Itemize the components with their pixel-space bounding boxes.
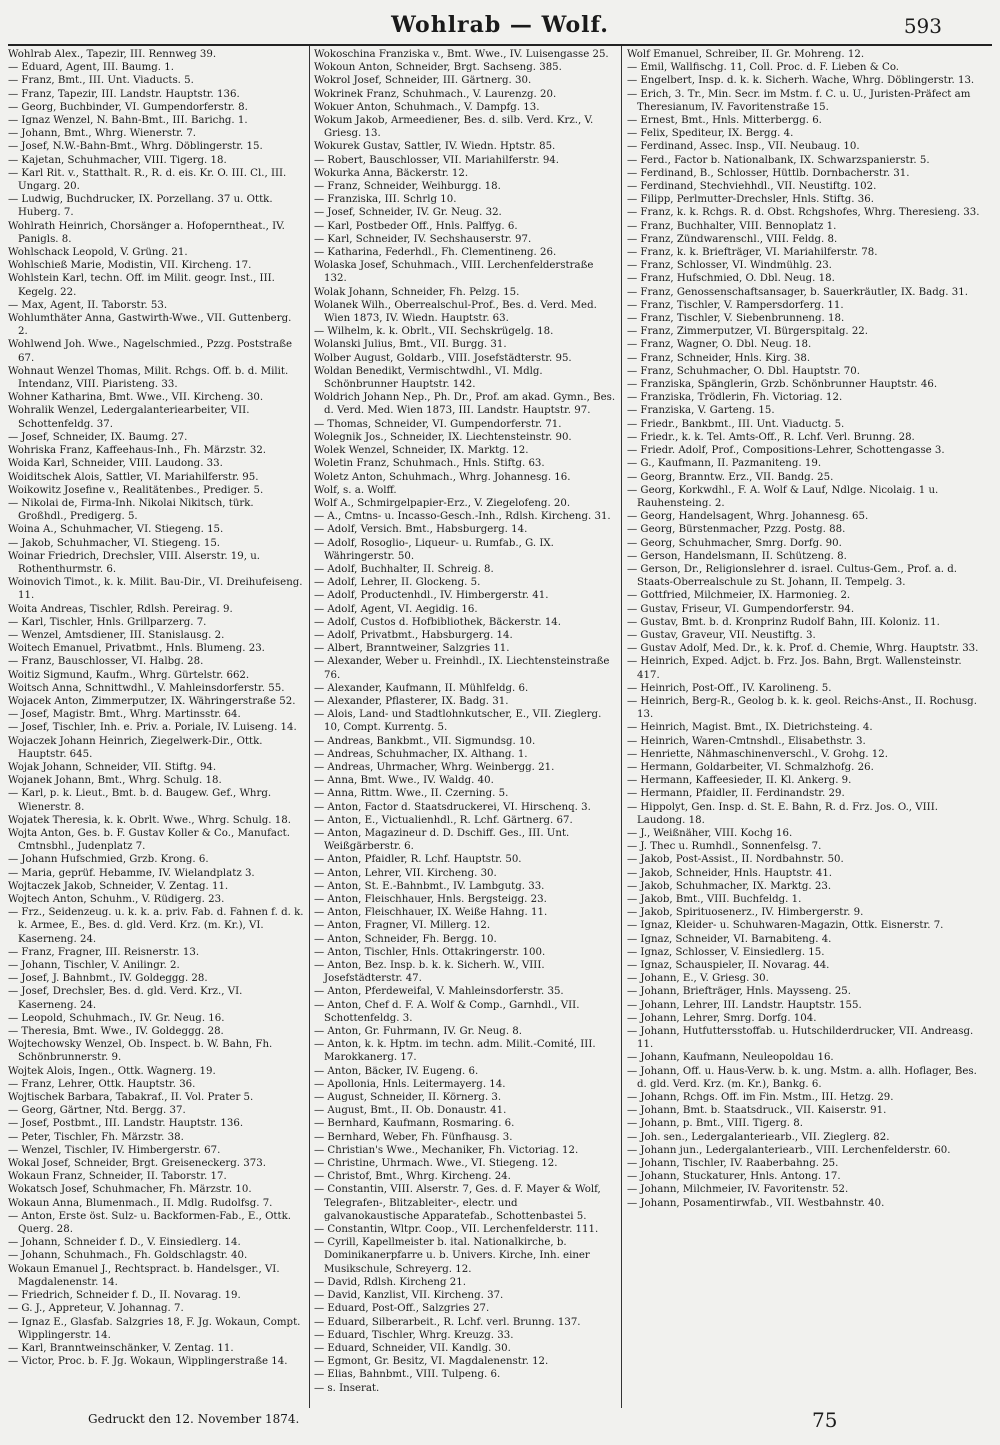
- directory-entry: Wohlstein Karl, techn. Off. im Milit. geogr. Inst., III. Kegelg. 22.: [8, 273, 275, 298]
- directory-entry: — Anton, Tischler, Hnls. Ottakringerstr. 100.: [314, 946, 546, 958]
- directory-entry: — Heinrich, Waren-Cmtnshdl., Elisabethstr. 3.: [627, 735, 866, 747]
- directory-entry: — Josef, J. Bahnbmt., IV. Goldeggg. 28.: [8, 973, 208, 985]
- directory-entry: — Alexander, Weber u. Freinhdl., IX. Liechtensteinstraße 76.: [314, 656, 610, 681]
- directory-entry: — Anna, Bmt. Wwe., IV. Waldg. 40.: [314, 775, 494, 787]
- directory-entry: — Jakob, Spirituosenerz., IV. Himbergerstr. 9.: [627, 907, 864, 919]
- directory-entry: — Jakob, Bmt., VIII. Buchfeldg. 1.: [627, 894, 802, 905]
- directory-entry: — Gustav, Bmt. b. d. Kronprinz Rudolf Bahn, III. Koloniz. 11.: [627, 616, 940, 628]
- directory-entry: — Egmont, Gr. Besitz, VI. Magdalenenstr. 12.: [314, 1356, 549, 1368]
- directory-entry: — Anton, Schneider, Fh. Bergg. 10.: [314, 933, 497, 945]
- directory-entry: — Anton, Factor d. Staatsdruckerei, VI. Hirschenq. 3.: [314, 801, 591, 813]
- directory-entry: — Anton, Pfaidler, R. Lchf. Hauptstr. 50.: [314, 854, 522, 866]
- directory-entry: — Anton, Pferdeweifal, V. Mahleinsdorferstr. 35.: [314, 986, 564, 998]
- directory-entry: — Maria, geprüf. Hebamme, IV. Wielandplatz 3.: [8, 867, 255, 879]
- directory-entry: Woitiz Sigmund, Kaufm., Whrg. Gürtelstr. 662.: [8, 669, 250, 681]
- directory-entry: — Adolf, Privatbmt., Habsburgerg. 14.: [314, 629, 513, 641]
- directory-entry: Wojtechowsky Wenzel, Ob. Inspect. b. W. Bahn, Fh. Schönbrunnerstr. 9.: [8, 1039, 273, 1064]
- directory-entry: Wojaczek Johann Heinrich, Ziegelwerk-Dir., Ottk. Hauptstr. 645.: [8, 735, 263, 760]
- directory-entry: Wokurka Anna, Bäckerstr. 12.: [314, 167, 469, 179]
- print-note: Gedruckt den 12. November 1874.: [88, 1412, 300, 1426]
- directory-entry: Wolak Johann, Schneider, Fh. Pelzg. 15.: [314, 286, 520, 298]
- directory-entry: — Franz, Schuhmacher, O. Dbl. Hauptstr. 70.: [627, 365, 861, 377]
- directory-entry: — Franz, Hufschmied, O. Dbl. Neug. 18.: [627, 273, 835, 285]
- directory-entry: — Georg, Buchbinder, VI. Gumpendorferstr. 8.: [8, 101, 248, 113]
- directory-entry: — Karl Rit. v., Statthalt. R., R. d. eis. Kr. O. III. Cl., III. Ungarg. 20.: [8, 167, 287, 193]
- directory-entry: Wojak Johann, Schneider, VII. Stiftg. 94.: [8, 761, 217, 773]
- directory-entry: — Anton, k. k. Hptm. im techn. adm. Milit.-Comité, III. Marokkanerg. 17.: [314, 1039, 596, 1064]
- directory-entry: Wohlschack Leopold, V. Grüng. 21.: [8, 247, 188, 259]
- directory-entry: Woldan Benedikt, Vermischtwdhl., VI. Mdlg. Schönbrunner Hauptstr. 142.: [314, 365, 543, 391]
- directory-entry: — Alexander, Kaufmann, II. Mühlfeldg. 6.: [314, 682, 529, 694]
- directory-entry: — Friedrich, Schneider f. D., II. Novarag. 19.: [8, 1290, 241, 1302]
- directory-entry: — Georg, Schuhmacher, Smrg. Dorfg. 90.: [627, 537, 842, 549]
- directory-entry: — Emil, Wallfischg. 11, Coll. Proc. d. F. Lieben & Co.: [627, 62, 900, 74]
- directory-entry: — Gustav, Friseur, VI. Gumpendorferstr. 94.: [627, 603, 855, 615]
- directory-entry: — Eduard, Tischler, Whrg. Kreuzg. 33.: [314, 1329, 514, 1341]
- directory-entry: — David, Rdlsh. Kircheng 21.: [314, 1276, 466, 1288]
- directory-entry: — Anton, Chef d. F. A. Wolf & Comp., Garnhdl., VII. Schottenfeldg. 3.: [314, 999, 580, 1024]
- directory-entry: — Andreas, Uhrmacher, Whrg. Weinbergg. 21.: [314, 761, 555, 773]
- directory-entry: — Jakob, Schuhmacher, IX. Marktg. 23.: [627, 880, 832, 892]
- directory-entry: — Nikolai de, Firma-Inh. Nikolai Nikitsch, türk. Großhdl., Predigerg. 5.: [8, 497, 254, 523]
- directory-entry: — Franziska, III. Schrlg 10.: [314, 194, 457, 206]
- directory-entry: — Johann, p. Bmt., VIII. Tigerg. 8.: [627, 1118, 803, 1130]
- directory-entry: Wohlrab Alex., Tapezir, III. Rennweg 39.: [8, 49, 217, 60]
- directory-entry: — Wenzel, Amtsdiener, III. Stanislausg. 2.: [8, 629, 225, 641]
- directory-entry: Woitech Emanuel, Privatbmt., Hnls. Blumeng. 23.: [8, 643, 265, 655]
- directory-entry: — Karl, Tischler, Hnls. Grillparzerg. 7.: [8, 616, 207, 628]
- directory-entry: — Leopold, Schuhmach., IV. Gr. Neug. 16.: [8, 1012, 225, 1024]
- directory-entry: Woiditschek Alois, Sattler, VI. Mariahilferstr. 95.: [8, 471, 259, 483]
- directory-entry: Wohnaut Wenzel Thomas, Milit. Rchgs. Off. b. d. Milit. Intendanz, VIII. Piaristeng. 33.: [8, 365, 289, 391]
- directory-entry: — Johann, Posamentirwfab., VII. Westbahnstr. 40.: [627, 1197, 885, 1209]
- directory-entry: — Johann, Stuckaturer, Hnls. Antong. 17.: [627, 1171, 841, 1183]
- directory-entry: — Hermann, Goldarbeiter, VI. Schmalzhofg. 26.: [627, 761, 874, 773]
- directory-column-1: [8, 48, 304, 1403]
- directory-entry: — Frz., Seidenzeug. u. k. k. a. priv. Fab. d. Fahnen f. d. k. k. Armee, E., Bes. d. gld. Verd. Krz. (m. Kr.), VI. Kaserneng. 24.: [8, 907, 304, 945]
- directory-entry: — Josef, Magistr. Bmt., Whrg. Martinsstr. 64.: [8, 709, 241, 721]
- directory-entry: Woitsch Anna, Schnittwdhl., V. Mahleinsdorferstr. 55.: [8, 682, 285, 694]
- directory-entry: — Felix, Spediteur, IX. Bergg. 4.: [627, 128, 794, 140]
- directory-entry: — Georg, Gärtner, Ntd. Bergg. 37.: [8, 1105, 186, 1117]
- directory-entry: Wojtech Anton, Schuhm., V. Rüdigerg. 23.: [8, 894, 225, 905]
- directory-entry: Wohlwend Joh. Wwe., Nagelschmied., Pzzg. Poststraße 67.: [8, 339, 293, 364]
- directory-entry: — Anton, Bäcker, IV. Eugeng. 6.: [314, 1065, 479, 1077]
- directory-entry: — Thomas, Schneider, VI. Gumpendorferstr. 71.: [314, 418, 562, 430]
- directory-entry: — Filipp, Perlmutter-Drechsler, Hnls. Stiftg. 36.: [627, 194, 874, 206]
- directory-entry: — August, Bmt., II. Ob. Donaustr. 41.: [314, 1105, 507, 1117]
- directory-entry: — Henriette, Nähmaschinenverschl., V. Grohg. 12.: [627, 748, 889, 760]
- directory-entry: — Wenzel, Tischler, IV. Himbergerstr. 67.: [8, 1144, 221, 1156]
- directory-entry: — Franz, Bauschlosser, VI. Halbg. 28.: [8, 656, 204, 668]
- directory-column-3: [627, 48, 987, 1403]
- directory-entry: Wolaska Josef, Schuhmach., VIII. Lerchenfelderstraße 132.: [314, 260, 594, 285]
- directory-entry: — Ferdinand, Assec. Insp., VII. Neubaug. 10.: [627, 141, 860, 153]
- running-head-title: Wohlrab — Wolf.: [391, 12, 609, 38]
- directory-entry: — Gustav Adolf, Med. Dr., k. k. Prof. d. Chemie, Whrg. Hauptstr. 33.: [627, 643, 979, 655]
- directory-entry: — Franz, Zimmerputzer, VI. Bürgerspitalg. 22.: [627, 326, 869, 338]
- directory-entry: — Adolf, Agent, VI. Aegidig. 16.: [314, 603, 478, 615]
- directory-entry: — Franz, Tischler, V. Rampersdorferg. 11.: [627, 299, 844, 311]
- directory-entry: Wolf Emanuel, Schreiber, II. Gr. Mohreng. 12.: [627, 49, 865, 60]
- directory-entry: — Franz, Schneider, Hnls. Kirg. 38.: [627, 352, 811, 364]
- column-divider-1: [309, 46, 310, 1408]
- directory-entry: — Heinrich, Exped. Adjct. b. Frz. Jos. Bahn, Brgt. Wallensteinstr. 417.: [627, 656, 962, 681]
- directory-entry: Wolber August, Goldarb., VIII. Josefstädterstr. 95.: [314, 352, 572, 364]
- directory-entry: — Heinrich, Berg-R., Geolog b. k. k. geol. Reichs-Anst., II. Rochusg. 13.: [627, 695, 977, 721]
- directory-entry: — Anton, St. E.-Bahnbmt., IV. Lambgutg. 33.: [314, 880, 545, 892]
- directory-entry: Wojatek Theresia, k. k. Obrlt. Wwe., Whrg. Schulg. 18.: [8, 814, 291, 826]
- directory-entry: — Friedr. Adolf, Prof., Compositions-Lehrer, Schottengasse 3.: [627, 445, 945, 457]
- directory-entry: Woida Karl, Schneider, VIII. Laudong. 33.: [8, 458, 223, 470]
- directory-entry: — Josef, Tischler, Inh. e. Priv. a. Poriale, IV. Luiseng. 14.: [8, 722, 297, 734]
- directory-entry: Wokoschina Franziska v., Bmt. Wwe., IV. Luisengasse 25.: [314, 49, 609, 60]
- directory-entry: — Hippolyt, Gen. Insp. d. St. E. Bahn, R. d. Frz. Jos. O., VIII. Laudong. 18.: [627, 801, 938, 826]
- directory-entry: — Josef, N.W.-Bahn-Bmt., Whrg. Döblingerstr. 15.: [8, 141, 263, 153]
- directory-entry: — Franz, Schneider, Weihburgg. 18.: [314, 181, 501, 193]
- directory-entry: Woldrich Johann Nep., Ph. Dr., Prof. am akad. Gymn., Bes. d. Verd. Med. Wien 1873, III. Landstr. Hauptstr. 97.: [314, 392, 616, 417]
- directory-entry: — Georg, Bürstenmacher, Pzzg. Postg. 88.: [627, 524, 846, 536]
- directory-entry: — Hermann, Pfaidler, II. Ferdinandstr. 29.: [627, 788, 845, 800]
- directory-entry: Wohlrath Heinrich, Chorsänger a. Hofoperntheat., IV. Panigls. 8.: [8, 220, 285, 245]
- directory-entry: — Johann, Briefträger, Hnls. Maysseng. 25.: [627, 986, 852, 998]
- directory-entry: Wokaun Anna, Blumenmach., II. Mdlg. Rudolfsg. 7.: [8, 1197, 273, 1209]
- directory-entry: — Adolf, Versich. Bmt., Habsburgerg. 14.: [314, 524, 528, 536]
- directory-entry: — Franziska, V. Garteng. 15.: [627, 405, 775, 417]
- directory-entry: Woikowitz Josefine v., Realitätenbes., Prediger. 5.: [8, 484, 264, 496]
- directory-entry: — G. J., Appreteur, V. Johannag. 7.: [8, 1303, 184, 1315]
- directory-entry: — Anton, E., Victualienhdl., R. Lchf. Gärtnerg. 67.: [314, 814, 573, 826]
- directory-entry: — Ignaz Wenzel, N. Bahn-Bmt., III. Barichg. 1.: [8, 115, 248, 127]
- directory-entry: — Franz, Buchhalter, VIII. Bennoplatz 1.: [627, 220, 837, 232]
- directory-entry: — Johann, Lehrer, III. Landstr. Hauptstr. 155.: [627, 999, 862, 1011]
- directory-entry: — Franz, Tischler, V. Siebenbrunneng. 18.: [627, 313, 845, 325]
- directory-entry: — Johann, Bmt. b. Staatsdruck., VII. Kaiserstr. 91.: [627, 1105, 887, 1117]
- directory-column-2: [314, 48, 616, 1403]
- directory-entry: Wohlumthäter Anna, Gastwirth-Wwe., VII. Guttenberg. 2.: [8, 313, 292, 338]
- directory-entry: — Franz, k. k. Rchgs. R. d. Obst. Rchgshofes, Whrg. Theresieng. 33.: [627, 207, 980, 219]
- directory-entry: Woita Andreas, Tischler, Rdlsh. Pereirag. 9.: [8, 603, 233, 615]
- directory-entry: — Franz, Bmt., III. Unt. Viaducts. 5.: [8, 75, 194, 87]
- directory-entry: — Constantin, VIII. Alserstr. 7, Ges. d. F. Mayer & Wolf, Telegrafen-, Blitzableiter-, electr. und galvanokaustische Apparatefab., Schottenbastei 5.: [314, 1184, 601, 1222]
- directory-entry: — Cyrill, Kapellmeister b. ital. Nationalkirche, b. Dominikanerpfarre u. b. Univers. Kirche, Inh. einer Musikschule, Schreyerg. 12.: [314, 1237, 590, 1275]
- directory-entry: Wokal Josef, Schneider, Brgt. Greiseneckerg. 373.: [8, 1158, 266, 1170]
- directory-entry: — Eduard, Silberarbeit., R. Lchf. verl. Brunng. 137.: [314, 1316, 581, 1328]
- directory-entry: — Anton, Lehrer, VII. Kircheng. 30.: [314, 867, 497, 879]
- directory-entry: — Franziska, Spänglerin, Grzb. Schönbrunner Hauptstr. 46.: [627, 379, 938, 391]
- directory-entry: — Ignaz, Kleider- u. Schuhwaren-Magazin, Ottk. Eisnerstr. 7.: [627, 920, 944, 932]
- directory-entry: — Eduard, Post-Off., Salzgries 27.: [314, 1303, 490, 1315]
- directory-entry: — August, Schneider, II. Körnerg. 3.: [314, 1092, 502, 1104]
- directory-entry: — Friedr., k. k. Tel. Amts-Off., R. Lchf. Verl. Brunng. 28.: [627, 431, 915, 443]
- directory-entry: Wokrinek Franz, Schuhmach., V. Laurenzg. 20.: [314, 88, 557, 100]
- directory-entry: — Elias, Bahnbmt., VIII. Tulpeng. 6.: [314, 1369, 501, 1381]
- directory-entry: — Anton, Magazineur d. D. Dschiff. Ges., III. Unt. Weißgärberstr. 6.: [314, 827, 570, 853]
- directory-entry: — J., Weißnäher, VIII. Kochg 16.: [627, 827, 793, 839]
- directory-entry: — Franziska, Trödlerin, Fh. Victoriag. 12.: [627, 392, 843, 404]
- directory-entry: — Georg, Branntw. Erz., VII. Bandg. 25.: [627, 471, 834, 483]
- directory-entry: — J. Thec u. Rumhdl., Sonnenfelsg. 7.: [627, 841, 822, 853]
- directory-entry: — Johann, Tischler, IV. Raaberbahng. 25.: [627, 1158, 839, 1170]
- directory-entry: — Anton, Gr. Fuhrmann, IV. Gr. Neug. 8.: [314, 1026, 523, 1038]
- directory-entry: — Johann, Schuhmach., Fh. Goldschlagstr. 40.: [8, 1250, 248, 1262]
- directory-entry: — Georg, Korkwdhl., F. A. Wolf & Lauf, Ndlge. Nicolaig. 1 u. Rauhensteing. 2.: [627, 484, 939, 509]
- directory-entry: Woina A., Schuhmacher, VI. Stiegeng. 15.: [8, 524, 224, 536]
- directory-entry: Wojanek Johann, Bmt., Whrg. Schulg. 18.: [8, 775, 222, 787]
- directory-entry: Wohralik Wenzel, Ledergalanteriearbeiter, VII. Schottenfeldg. 37.: [8, 405, 250, 430]
- directory-entry: Wokaun Emanuel J., Rechtspract. b. Handelsger., VI. Magdalenenstr. 14.: [8, 1263, 280, 1288]
- directory-entry: — Max, Agent, II. Taborstr. 53.: [8, 299, 168, 311]
- column-divider-2: [621, 46, 622, 1408]
- directory-entry: — Johann, Schneider f. D., V. Einsiedlerg. 14.: [8, 1237, 241, 1249]
- directory-entry: — Josef, Drechsler, Bes. d. gld. Verd. Krz., VI. Kaserneng. 24.: [8, 986, 243, 1011]
- directory-entry: — Adolf, Productenhdl., IV. Himbergerstr. 41.: [314, 590, 549, 602]
- page-header: [0, 8, 1000, 44]
- directory-entry: — Theresia, Bmt. Wwe., IV. Goldeggg. 28.: [8, 1026, 224, 1038]
- directory-entry: — Johann, Hutfuttersstoffab. u. Hutschilderdrucker, VII. Andreasg. 11.: [627, 1026, 974, 1051]
- directory-entry: — G., Kaufmann, II. Pazmaniteng. 19.: [627, 458, 822, 470]
- directory-entry: — Adolf, Custos d. Hofbibliothek, Bäckerstr. 14.: [314, 616, 562, 628]
- directory-entry: — Jakob, Post-Assist., II. Nordbahnstr. 50.: [627, 854, 844, 866]
- directory-entry: — Heinrich, Post-Off., IV. Karolineng. 5.: [627, 682, 832, 694]
- directory-entry: — Anton, Fleischhauer, Hnls. Bergsteigg. 23.: [314, 894, 547, 905]
- directory-entry: — Ferd., Factor b. Nationalbank, IX. Schwarzspanierstr. 5.: [627, 154, 930, 166]
- directory-entry: Wokurek Gustav, Sattler, IV. Wiedn. Hptstr. 85.: [314, 141, 556, 153]
- directory-entry: — Hermann, Kaffeesieder, II. Kl. Ankerg. 9.: [627, 775, 852, 787]
- directory-entry: — Wilhelm, k. k. Obrlt., VII. Sechskrügelg. 18.: [314, 326, 554, 338]
- directory-entry: — Karl, Postbeder Off., Hnls. Palffyg. 6.: [314, 220, 518, 232]
- directory-entry: — Franz, Genossenschaftsansager, b. Sauerkräutler, IX. Badg. 31.: [627, 286, 968, 298]
- directory-entry: Woletin Franz, Schuhmach., Hnls. Stiftg. 63.: [314, 458, 545, 470]
- directory-entry: — Heinrich, Magist. Bmt., IX. Dietrichsteing. 4.: [627, 722, 873, 734]
- directory-entry: Wolek Wenzel, Schneider, IX. Marktg. 12.: [314, 445, 529, 457]
- directory-entry: Wohner Katharina, Bmt. Wwe., VII. Kircheng. 30.: [8, 392, 264, 404]
- directory-entry: — Franz, Fragner, III. Reisnerstr. 13.: [8, 946, 200, 958]
- directory-entry: — Gottfried, Milchmeier, IX. Harmonieg. 2.: [627, 590, 851, 602]
- directory-entry: — Christof, Bmt., Whrg. Kircheng. 24.: [314, 1171, 511, 1183]
- directory-entry: Wokatsch Josef, Schuhmacher, Fh. Märzstr. 10.: [8, 1184, 252, 1196]
- directory-entry: — Johann, Tischler, V. Anilingr. 2.: [8, 960, 180, 972]
- directory-entry: — Josef, Schneider, IV. Gr. Neug. 32.: [314, 207, 502, 219]
- directory-entry: Wohlschieß Marie, Modistin, VII. Kircheng. 17.: [8, 260, 252, 272]
- sheet-number: 75: [812, 1408, 838, 1432]
- directory-entry: — Gerson, Dr., Religionslehrer d. israel. Cultus-Gem., Prof. a. d. Staats-Oberrealschule zu St. Johann, II. Tempelg. 3.: [627, 563, 957, 589]
- directory-entry: — Ignaz, Schneider, VI. Barnabiteng. 4.: [627, 933, 832, 945]
- directory-entry: — Johann, E., V. Griesg. 30.: [627, 973, 769, 985]
- directory-entry: — Anton, Erste öst. Sulz- u. Backformen-Fab., E., Ottk. Querg. 28.: [8, 1210, 292, 1236]
- directory-entry: — Christian's Wwe., Mechaniker, Fh. Victoriag. 12.: [314, 1144, 579, 1156]
- directory-entry: — Franz, Lehrer, Ottk. Hauptstr. 36.: [8, 1078, 196, 1090]
- directory-entry: — Albert, Branntweiner, Salzgries 11.: [314, 643, 510, 655]
- directory-entry: — Constantin, Wltpr. Coop., VII. Lerchenfelderstr. 111.: [314, 1224, 599, 1236]
- directory-entry: — Peter, Tischler, Fh. Märzstr. 38.: [8, 1131, 184, 1143]
- directory-entry: Wolegnik Jos., Schneider, IX. Liechtensteinstr. 90.: [314, 431, 572, 443]
- directory-entry: — Johann, Kaufmann, Neuleopoldau 16.: [627, 1052, 834, 1064]
- directory-entry: — Kajetan, Schuhmacher, VIII. Tigerg. 18.: [8, 154, 227, 166]
- header-rule: [8, 44, 992, 46]
- directory-entry: — Apollonia, Hnls. Leitermayerg. 14.: [314, 1078, 506, 1090]
- directory-entry: — Ludwig, Buchdrucker, IX. Porzellang. 37 u. Ottk. Huberg. 7.: [8, 194, 273, 219]
- directory-entry: — David, Kanzlist, VII. Kircheng. 37.: [314, 1290, 504, 1302]
- directory-entry: Wokuer Anton, Schuhmach., V. Dampfg. 13.: [314, 101, 540, 113]
- directory-entry: — Josef, Postbmt., III. Landstr. Hauptstr. 136.: [8, 1118, 244, 1130]
- directory-entry: — Gerson, Handelsmann, II. Schützeng. 8.: [627, 550, 847, 562]
- directory-entry: Wolanek Wilh., Oberrealschul-Prof., Bes. d. Verd. Med. Wien 1873, IV. Wiedn. Hauptstr. 63.: [314, 299, 597, 325]
- directory-entry: — Johann, Milchmeier, IV. Favoritenstr. 52.: [627, 1184, 849, 1196]
- directory-entry: Wojtaczek Jakob, Schneider, V. Zentag. 11.: [8, 880, 229, 892]
- directory-entry: — Erich, 3. Tr., Min. Secr. im Mstm. f. C. u. U., Juristen-Präfect am Theresianum, IV. Favoritenstraße 15.: [627, 88, 971, 113]
- directory-entry: — Karl, p. k. Lieut., Bmt. b. d. Baugew. Gef., Whrg. Wienerstr. 8.: [8, 788, 272, 813]
- directory-entry: — Victor, Proc. b. F. Jg. Wokaun, Wipplingerstraße 14.: [8, 1356, 288, 1368]
- directory-entry: — Robert, Bauschlosser, VII. Mariahilferstr. 94.: [314, 154, 560, 166]
- directory-entry: — Johann, Rchgs. Off. im Fin. Mstm., III. Hetzg. 29.: [627, 1092, 894, 1104]
- directory-entry: — Ignaz, Schauspieler, II. Novarag. 44.: [627, 960, 830, 972]
- directory-entry: — Anton, Fragner, VI. Millerg. 12.: [314, 920, 491, 932]
- directory-entry: — Franz, Wagner, O. Dbl. Neug. 18.: [627, 339, 812, 351]
- directory-entry: — Ignaz E., Glasfab. Salzgries 18, F. Jg. Wokaun, Compt. Wipplingerstr. 14.: [8, 1316, 301, 1341]
- directory-entry: Wojacek Anton, Zimmerputzer, IX. Währingerstraße 52.: [8, 695, 296, 707]
- directory-entry: — Ferdinand, B., Schlosser, Hüttlb. Dornbacherstr. 31.: [627, 167, 910, 179]
- directory-entry: — Ignaz, Schlosser, V. Einsiedlerg. 15.: [627, 946, 825, 958]
- directory-entry: — Adolf, Buchhalter, II. Schreig. 8.: [314, 563, 494, 575]
- directory-entry: — Franz, Tapezir, III. Landstr. Hauptstr. 136.: [8, 88, 240, 100]
- directory-entry: Wolf A., Schmirgelpapier-Erz., V. Ziegelofeng. 20.: [314, 497, 571, 509]
- directory-entry: — Adolf, Lehrer, II. Glockeng. 5.: [314, 577, 481, 589]
- directory-entry: — Joh. sen., Ledergalanteriearb., VII. Zieglerg. 82.: [627, 1131, 890, 1143]
- directory-entry: — Johann Hufschmied, Grzb. Krong. 6.: [8, 854, 209, 866]
- directory-entry: — Friedr., Bankbmt., III. Unt. Viaductg. 5.: [627, 418, 845, 430]
- directory-entry: — Eduard, Schneider, VII. Kandlg. 30.: [314, 1342, 511, 1354]
- directory-entry: — Karl, Branntweinschänker, V. Zentag. 11.: [8, 1342, 234, 1354]
- directory-entry: — Katharina, Federhdl., Fh. Clementineng. 26.: [314, 247, 557, 259]
- directory-entry: — Andreas, Bankbmt., VII. Sigmundsg. 10.: [314, 735, 536, 747]
- directory-entry: Wokaun Franz, Schneider, II. Taborstr. 17.: [8, 1171, 227, 1183]
- directory-entry: — Franz, Schlosser, VI. Windmühlg. 23.: [627, 260, 832, 272]
- directory-entry: — A., Cmtns- u. Incasso-Gesch.-Inh., Rdlsh. Kircheng. 31.: [314, 511, 611, 523]
- directory-entry: — Bernhard, Kaufmann, Rosmaring. 6.: [314, 1118, 515, 1130]
- directory-entry: — Alexander, Pflasterer, IX. Badg. 31.: [314, 695, 509, 707]
- directory-entry: — Ernest, Bmt., Hnls. Mitterbergg. 6.: [627, 115, 822, 127]
- directory-entry: Wokrol Josef, Schneider, III. Gärtnerg. 30.: [314, 75, 532, 87]
- directory-entry: — Johann jun., Ledergalanteriearb., VIII. Lerchenfelderstr. 60.: [627, 1144, 951, 1156]
- directory-entry: Woinovich Timot., k. k. Milit. Bau-Dir., VI. Dreihufeiseng. 11.: [8, 577, 303, 602]
- directory-entry: — Andreas, Schuhmacher, IX. Althang. 1.: [314, 748, 528, 760]
- directory-entry: — Johann, Lehrer, Smrg. Dorfg. 104.: [627, 1012, 817, 1024]
- directory-entry: — Anna, Rittm. Wwe., II. Czerning. 5.: [314, 788, 509, 800]
- directory-entry: Wojtischek Barbara, Tabakraf., II. Vol. Prater 5.: [8, 1092, 254, 1104]
- directory-entry: — Alois, Land- und Stadtlohnkutscher, E., VII. Zieglerg. 10, Compt. Kurrentg. 5.: [314, 709, 602, 734]
- directory-entry: Wojta Anton, Ges. b. F. Gustav Koller & Co., Manufact. Cmtnsbhl., Judenplatz 7.: [8, 827, 290, 853]
- directory-entry: — Adolf, Rosoglio-, Liqueur- u. Rumfab., G. IX. Währingerstr. 50.: [314, 537, 554, 562]
- directory-entry: — s. Inserat.: [314, 1382, 380, 1394]
- directory-entry: — Bernhard, Weber, Fh. Fünfhausg. 3.: [314, 1131, 513, 1143]
- page-number: 593: [903, 14, 942, 38]
- directory-entry: — Franz, Zündwarenschl., VIII. Feldg. 8.: [627, 233, 838, 245]
- directory-entry: — Christine, Uhrmach. Wwe., VI. Stiegeng. 12.: [314, 1158, 558, 1170]
- directory-entry: Woletz Anton, Schuhmach., Whrg. Johannesg. 16.: [314, 471, 571, 483]
- directory-entry: — Anton, Bez. Insp. b. k. k. Sicherh. W., VIII. Josefstädterstr. 47.: [314, 960, 545, 985]
- directory-entry: — Jakob, Schuhmacher, VI. Stiegeng. 15.: [8, 537, 221, 549]
- directory-entry: — Ferdinand, Stechviehhdl., VII. Neustiftg. 102.: [627, 181, 877, 193]
- directory-entry: — Karl, Schneider, IV. Sechshauserstr. 97.: [314, 233, 532, 245]
- directory-entry: — Josef, Schneider, IX. Baumg. 27.: [8, 431, 188, 443]
- directory-entry: — Eduard, Agent, III. Baumg. 1.: [8, 62, 174, 74]
- directory-entry: — Engelbert, Insp. d. k. k. Sicherh. Wache, Whrg. Döblingerstr. 13.: [627, 75, 975, 87]
- directory-entry: — Gustav, Graveur, VII. Neustiftg. 3.: [627, 629, 816, 641]
- directory-entry: — Johann, Bmt., Whrg. Wienerstr. 7.: [8, 128, 197, 140]
- directory-entry: — Georg, Handelsagent, Whrg. Johannesg. 65.: [627, 511, 869, 523]
- directory-entry: Wolf, s. a. Wolff.: [314, 484, 397, 496]
- directory-entry: Woinar Friedrich, Drechsler, VIII. Alserstr. 19, u. Rothenthurmstr. 6.: [8, 550, 261, 575]
- directory-entry: — Jakob, Schneider, Hnls. Hauptstr. 41.: [627, 867, 833, 879]
- directory-entry: — Johann, Off. u. Haus-Verw. b. k. ung. Mstm. a. allh. Hoflager, Bes. d. gld. Verd. Krz. (m. Kr.), Bankg. 6.: [627, 1065, 977, 1090]
- directory-entry: — Franz, k. k. Briefträger, VI. Mariahilferstr. 78.: [627, 247, 878, 259]
- directory-entry: Wolanski Julius, Bmt., VII. Burgg. 31.: [314, 339, 507, 351]
- directory-entry: Wokum Jakob, Armeediener, Bes. d. silb. Verd. Krz., V. Griesg. 13.: [314, 115, 594, 140]
- directory-entry: Wohriska Franz, Kaffeehaus-Inh., Fh. Märzstr. 32.: [8, 445, 267, 457]
- directory-entry: — Anton, Fleischhauer, IX. Weiße Hahng. 11.: [314, 907, 548, 919]
- directory-entry: Wokoun Anton, Schneider, Brgt. Sachseng. 385.: [314, 62, 562, 74]
- directory-entry: Wojtek Alois, Ingen., Ottk. Wagnerg. 19.: [8, 1065, 216, 1077]
